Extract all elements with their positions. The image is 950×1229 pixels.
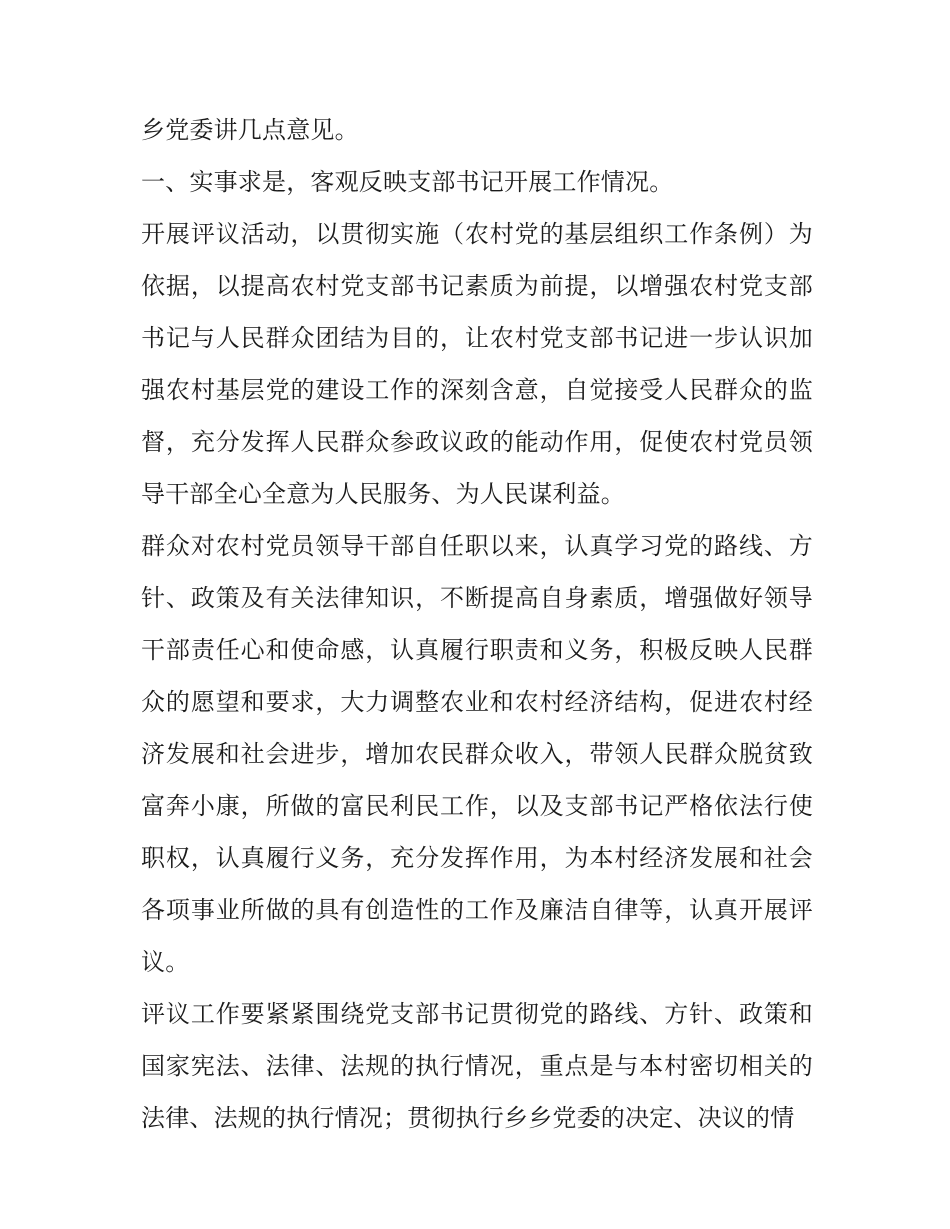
paragraph-opening: 乡党委讲几点意见。 — [141, 116, 359, 144]
paragraph-evaluation-content: 群众对农村党员领导干部自任职以来，认真学习党的路线、方针、政策及有关法律知识，不断提高自身素质，增强做好领导干部责任心和使命感，认真履行职责和义务，积极反映人民群众的愿望和要求，大力调整农业和农村经济结构，促进农村经济发展和社会进步，增加农民群众收入，带领人民群众脱贫致富奔小康，所做的富民利民工作，以及支部书记严格依法行使职权，认真履行义务，充分发挥作用，为本村经济发展和社会各项事业所做的具有创造性的工作及廉洁自律等，认真开展评议。 — [141, 532, 813, 976]
paragraph-evaluation-focus: 评议工作要紧紧围绕党支部书记贯彻党的路线、方针、政策和国家宪法、法律、法规的执行情况，重点是与本村密切相关的法律、法规的执行情况；贯彻执行乡乡党委的决定、决议的情 — [141, 1000, 813, 1132]
section-heading-1: 一、实事求是，客观反映支部书记开展工作情况。 — [141, 168, 674, 196]
document-body — [141, 104, 813, 1144]
paragraph-purpose: 开展评议活动，以贯彻实施（农村党的基层组织工作条例）为依据，以提高农村党支部书记素质为前提，以增强农村党支部书记与人民群众团结为目的，让农村党支部书记进一步认识加强农村基层党的建设工作的深刻含意，自觉接受人民群众的监督，充分发挥人民群众参政议政的能动作用，促使农村党员领导干部全心全意为人民服务、为人民谋利益。 — [141, 220, 813, 508]
